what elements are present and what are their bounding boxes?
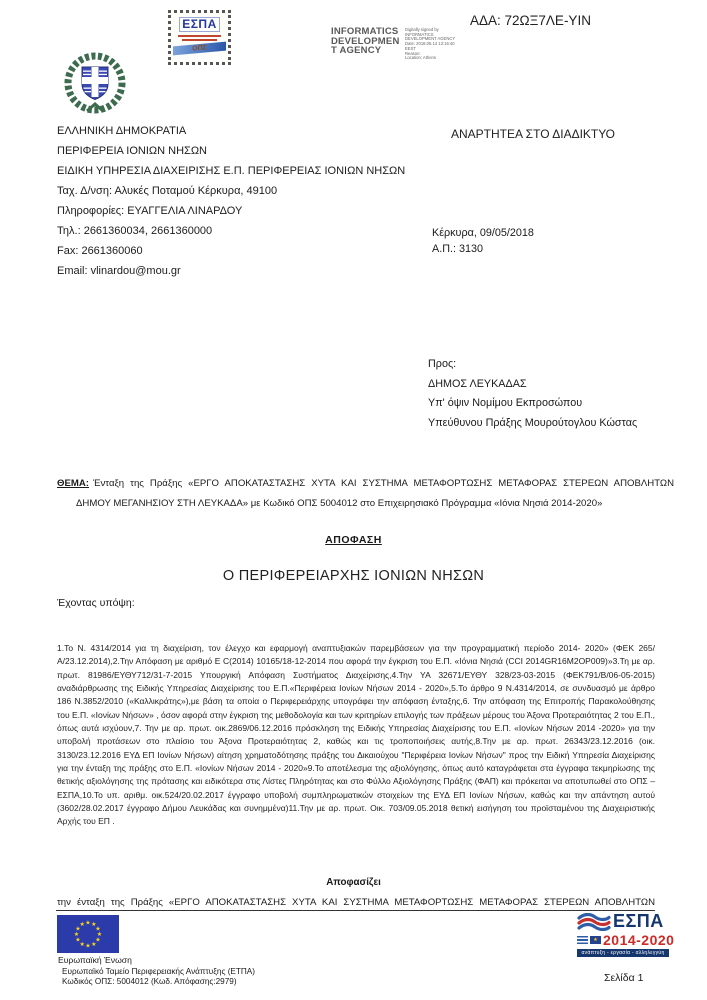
considerations-paragraph: 1.Το Ν. 4314/2014 για τη διαχείριση, τον έλεγχο και εφαρμογή αναπτυξιακών παρεμβάσεων για την προγραμματική περίοδο 2014- 2020» (ΦΕΚ 265/Α/23.12.2014),2.Την Απόφαση με αριθμό Ε C(2014) 10165/18-12-2014 που αφορά την έγκριση του Ε.Π. «Ιόνια Νησιά (CCI 2014GR16M2OP009)»3.Τη με αρ. πρωτ. 81986/ΕΥΘΥ712/31-7-2015 Υπουργική Απόφαση Συστήματος Διαχείρισης,4.Την ΥΑ 32671/ΕΥΘΥ 328/23-03-2015 (ΦΕΚ791/Β/06-05-2015) αναδιάρθρωσης της Ειδικής Υπηρεσίας Διαχείρισης του Ε.Π.«Περιφέρεια Ιονίων Νήσων 2014 - 2020»,5.Το άρθρο 9 Ν.4314/2014, σε συνδυασμό με άρθρο 186 Ν.3852/2010 («Καλλικράτης»),με βάση τα οποία ο Περιφερειάρχης υπογράφει την απόφαση ένταξης,6. Την απόφαση της Επιτροπής Παρακολούθησης του Ε.Π. «Ιονίων Νήσων» , όσον αφορά στην έγκριση της μεθοδολογία και των κριτηρίων επιλογής των πράξεων μέρους του Άξονα Προτεραιότητας 2 του Ε.Π., όπως αυτά ισχύουν,7. Την με αρ. πρωτ. οικ.2869/06.12.2016 πρόσκληση της Ειδικής Υπηρεσίας Διαχείρισης του Ε.Π. «Ιονίων Νήσων 2014 -2020» για την υποβολή προτάσεων στο πλαίσιο του Άξονα Προτεραιότητας 2, καθώς και τις τροποποιήσεις αυτής,8.Την με αρ. πρωτ. 26343/23.12.2016 (οικ. 3130/23.12.2016 ΕΥΔ ΕΠ Ιονίων Νήσων) αίτηση χρηματοδότησης πράξης του Δικαιούχου "Περιφέρεια Ιονίων Νήσων" προς την Ειδική Υπηρεσία Διαχείρισης για την ένταξη της πράξης στο Ε.Π. «Ιονίων Νήσων 2014 - 2020»9.Το αποτέλεσμα της αξιολόγησης, όπως αυτό καταγράφεται στα έγγραφα τεκμηρίωσης της θετικής αξιολόγησης της πρότασης και ειδικότερα στις Λίστες Πληρότητας και στο Φύλλο Αξιολόγησης Πράξης (ΦΑΠ) και πρόκειται να αποτυπωθεί στο ΟΠΣ –ΕΣΠΑ,10.Το υπ. αριθμ. οικ.524/20.02.2017 έγγραφο υποβολή συμπληρωματικών στοιχείων της ΕΥΔ ΕΠ Ιονίων Νήσων, καθώς και την απάντηση αυτού (3602/28.02.2017 έγγραφο Δήμου Λευκάδας και συνημμένα)11.Την με αρ. πρωτ. Οικ. 703/09.05.2018 θετική εισήγηση του προϊσταμένου της Διαχειριστικής Αρχής του ΕΠ . — [57, 643, 655, 827]
greek-flag-icon — [577, 936, 588, 944]
signature-agency-line: INFORMATICS — [331, 26, 399, 37]
subject-text: Ένταξη της Πράξης «ΕΡΓΟ ΑΠΟΚΑΤΑΣΤΑΣΗΣ ΧΥΤΑ ΚΑΙ ΣΥΣΤΗΜΑ ΜΕΤΑΦΟΡΤΩΣΗΣ ΜΕΤΑΦΟΡΑΣ ΣΤΕΡΕΩΝ ΑΠΟΒΛΗΤΩΝ ΔΗΜΟΥ ΜΕΓΑΝΗΣΙΟΥ ΣΤΗ ΛΕΥΚΑΔΑ» με Κωδικό ΟΠΣ 5004012 στο Επιχειρησιακό Πρόγραμμα «Ιόνια Νησιά 2014-2020» — [76, 478, 674, 509]
svg-text:★: ★ — [91, 921, 97, 928]
fund-label: Ευρωπαϊκό Ταμείο Περιφερειακής Ανάπτυξης (ΕΤΠΑ) — [62, 967, 255, 976]
svg-text:★: ★ — [85, 919, 91, 927]
footer-separator — [56, 910, 655, 911]
signature-detail-line: Digitally signed by — [405, 27, 439, 32]
sender-line: ΕΛΛΗΝΙΚΗ ΔΗΜΟΚΡΑΤΙΑ — [57, 125, 187, 137]
stamp-red-line — [178, 35, 221, 37]
sender-email: Email: vlinardou@mou.gr — [57, 265, 181, 277]
espa-logo-tagline: ανάπτυξη - εργασία - αλληλεγγύη — [577, 949, 669, 957]
espa-waves-icon — [577, 913, 611, 931]
subject-paragraph — [57, 474, 674, 513]
signature-detail-line: DEVELOPMENT AGENCY — [405, 36, 456, 42]
svg-text:★: ★ — [91, 941, 97, 948]
eu-flag-icon — [57, 915, 119, 953]
svg-text:★: ★ — [79, 941, 85, 948]
svg-text:★: ★ — [73, 931, 80, 938]
page-number: Σελίδα 1 — [604, 972, 644, 984]
signature-details — [405, 27, 485, 61]
svg-text:★: ★ — [75, 925, 81, 933]
espa-stamp-title: ΕΣΠΑ — [179, 17, 220, 32]
sender-line: Πληροφορίες: ΕΥΑΓΓΕΛΙΑ ΛΙΝΑΡΔΟΥ — [57, 205, 243, 217]
recipient-line: ΔΗΜΟΣ ΛΕΥΚΑΔΑΣ — [428, 377, 527, 390]
recipient-line: Υπ' όψιν Νομίμου Εκπροσώπου — [428, 397, 583, 409]
eu-mini-flag-icon: ★ — [590, 936, 601, 944]
sender-line: Fax: 2661360060 — [57, 245, 143, 257]
signature-detail-line: Reason: — [405, 50, 421, 56]
espa-2014-2020-logo — [577, 911, 703, 957]
greek-coat-of-arms-icon — [55, 46, 135, 126]
sender-line: ΠΕΡΙΦΕΡΕΙΑ ΙΟΝΙΩΝ ΝΗΣΩΝ — [57, 145, 207, 157]
espa-logo-title: ΕΣΠΑ — [613, 911, 664, 931]
ops-code-label: Κωδικός ΟΠΣ: 5004012 (Κωδ. Απόφασης:2979) — [62, 977, 237, 986]
signature-detail-line: Date: 2018.05.14 13:16:40 — [405, 41, 455, 47]
espa-stamp-icon — [168, 10, 231, 65]
having-regard-label: Έχοντας υπόψη: — [57, 597, 135, 609]
signature-detail-line: Location: Athens — [405, 55, 436, 61]
publish-note: ΑΝΑΡΤΗΤΕΑ ΣΤΟ ΔΙΑΔΙΚΤΥΟ — [451, 127, 615, 141]
svg-text:★: ★ — [85, 942, 91, 950]
stamp-ops-ribbon: ΟΠΣ — [173, 42, 226, 56]
svg-text:★: ★ — [79, 921, 85, 928]
decides-heading: Αποφασίζει — [326, 877, 381, 888]
signature-detail-line: INFORMATICS — [405, 31, 434, 37]
sender-line: Ταχ. Δ/νση: Αλυκές Ποταμού Κέρκυρα, 49100 — [57, 185, 278, 197]
svg-text:★: ★ — [75, 936, 81, 944]
sender-line: Τηλ.: 2661360034, 2661360000 — [57, 225, 213, 237]
svg-text:★: ★ — [96, 931, 103, 938]
decision-text: την ένταξη της Πράξης «ΕΡΓΟ ΑΠΟΚΑΤΑΣΤΑΣΗΣ ΧΥΤΑ ΚΑΙ ΣΥΣΤΗΜΑ ΜΕΤΑΦΟΡΤΩΣΗΣ ΜΕΤΑΦΟΡΑΣ ΣΤΕΡΕΩΝ ΑΠΟΒΛΗΤΩΝ — [57, 897, 655, 908]
svg-text:★: ★ — [95, 936, 101, 944]
signature-agency-line: T AGENCY — [331, 45, 382, 56]
recipient-line: Υπεύθυνου Πράξης Μουρούτογλου Κώστας — [428, 416, 638, 429]
reference-block — [432, 225, 534, 257]
digital-signature-block — [331, 27, 485, 61]
protocol-number: Α.Π.: 3130 — [432, 243, 484, 255]
ada-code: ΑΔΑ: 72ΩΞ7ΛΕ-ΥΙΝ — [470, 13, 591, 28]
sender-block — [57, 121, 405, 281]
recipient-to-label: Προς: — [428, 358, 457, 370]
eu-union-label: Ευρωπαϊκή Ένωση — [58, 955, 132, 965]
espa-logo-period: 2014-2020 — [603, 932, 675, 948]
subject-label: ΘΕΜΑ: — [57, 478, 89, 489]
stamp-red-line — [182, 39, 217, 41]
signature-agency-line: DEVELOPMEN — [331, 35, 400, 47]
authority-heading: Ο ΠΕΡΙΦΕΡΕΙΑΡΧΗΣ ΙΟΝΙΩΝ ΝΗΣΩΝ — [222, 568, 485, 584]
sender-line: ΕΙΔΙΚΗ ΥΠΗΡΕΣΙΑ ΔΙΑΧΕΙΡΙΣΗΣ Ε.Π. ΠΕΡΙΦΕΡΕΙΑΣ ΙΟΝΙΩΝ ΝΗΣΩΝ — [57, 165, 406, 177]
svg-text:★: ★ — [95, 925, 101, 933]
decision-heading: ΑΠΟΦΑΣΗ — [325, 534, 382, 546]
signature-agency-name — [331, 27, 401, 61]
place-date: Κέρκυρα, 09/05/2018 — [432, 227, 534, 239]
signature-detail-line: EEST — [405, 45, 416, 51]
recipient-block — [428, 355, 637, 433]
